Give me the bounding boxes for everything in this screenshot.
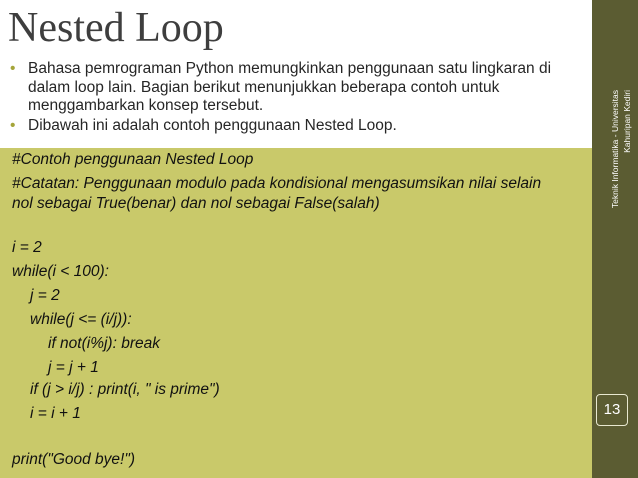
code-line: i = i + 1 [30,405,81,422]
sidebar-footer [596,90,636,390]
code-line: print("Good bye!") [12,451,136,468]
bullet-item [10,60,590,116]
bullet-text: Bahasa pemrograman Python memungkinkan penggunaan satu lingkaran di dalam loop lain. Bagian berikut menunjukkan beberapa contoh untuk menggambarkan konsep tersebut. [28,60,552,114]
page-number: 13 [596,394,628,426]
code-line: if (j > i/j) : print(i, " is prime") [30,381,220,398]
code-line: while(j <= (i/j)): [30,311,132,328]
code-line: #Catatan: Penggunaan modulo pada kondisional mengasumsikan nilai selain [12,175,542,192]
code-line: #Contoh penggunaan Nested Loop [12,151,254,168]
code-line: nol sebagai True(benar) dan nol sebagai False(salah) [12,195,380,212]
bullet-item [10,117,590,136]
code-line: j = j + 1 [48,359,99,376]
slide-title: Nested Loop [8,5,224,51]
code-line: i = 2 [12,239,42,256]
footer-line: Kahuripan Kediri [622,90,632,153]
bullet-icon: • [10,60,16,77]
bullet-text: Dibawah ini adalah contoh penggunaan Nested Loop. [28,116,397,134]
code-line: while(i < 100): [12,263,109,280]
bullet-list [10,60,590,136]
footer-line: Teknik Informatika - Universitas [610,90,620,209]
bullet-icon: • [10,116,16,134]
code-line: if not(i%j): break [48,335,160,352]
code-line: j = 2 [30,287,60,304]
